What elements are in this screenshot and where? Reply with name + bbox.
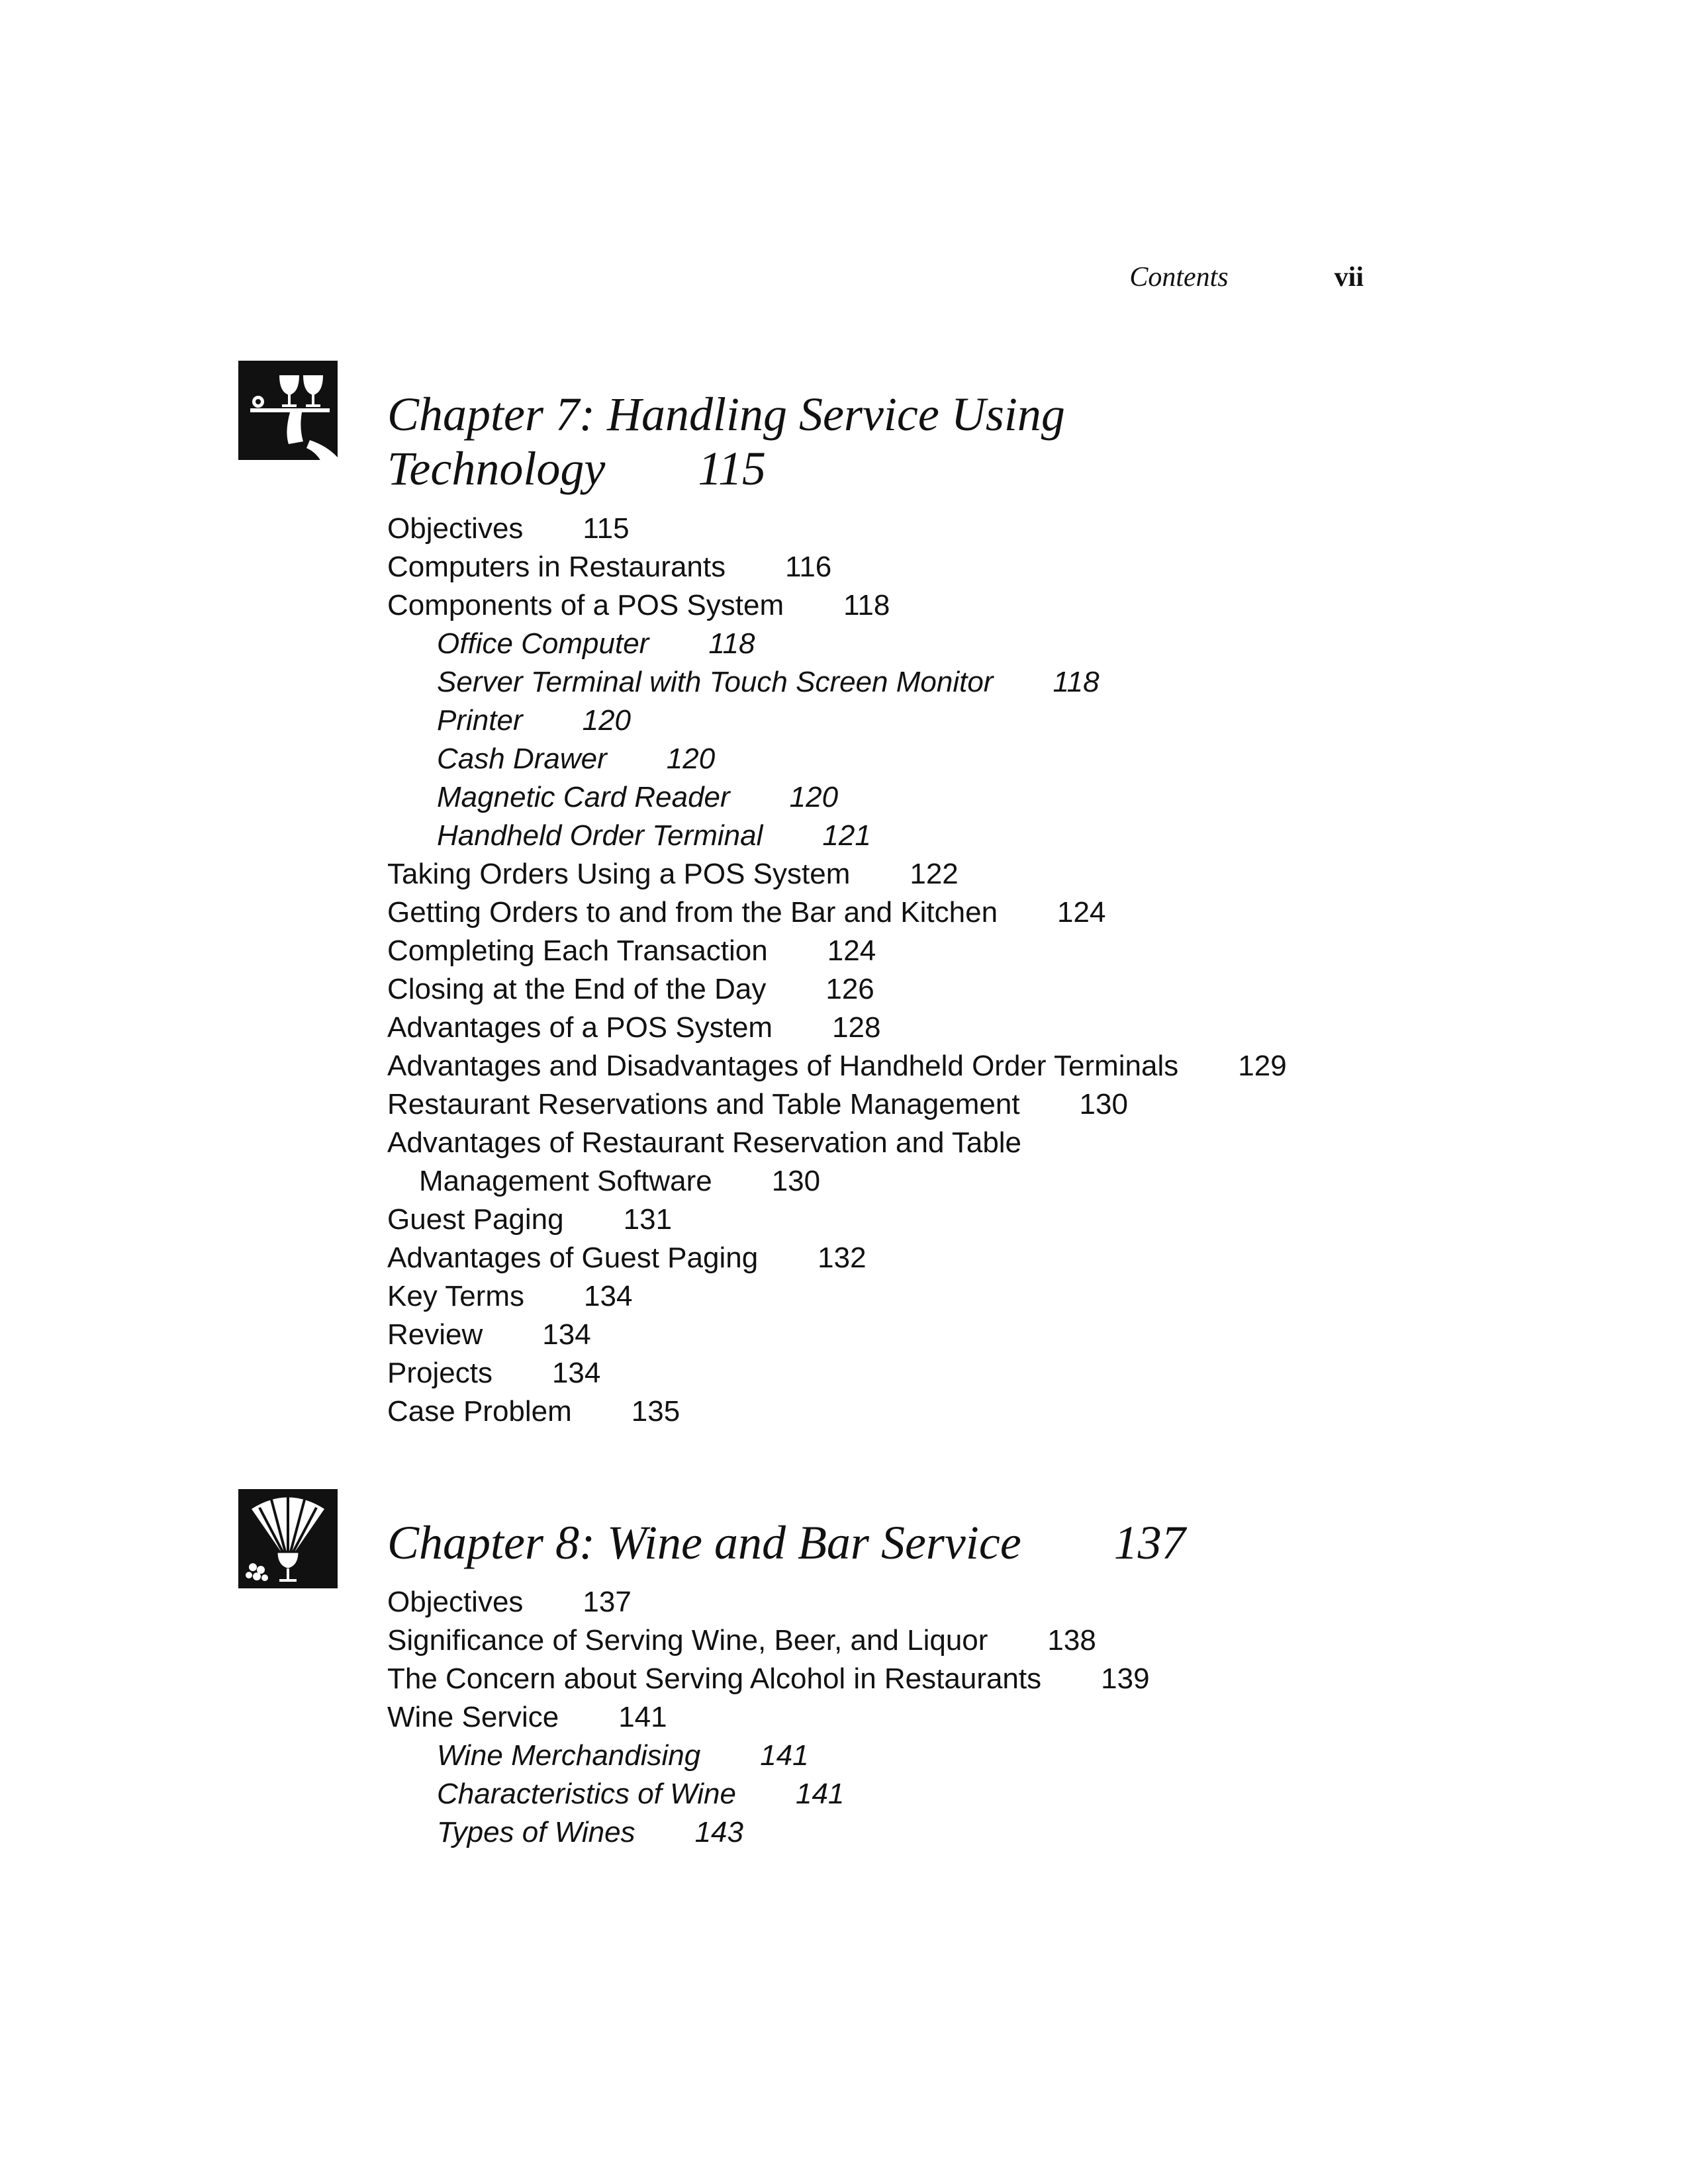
toc-entry[interactable]: [387, 893, 1287, 932]
running-head-label: Contents: [1129, 262, 1229, 293]
chapter-title: [387, 387, 1380, 496]
toc-entry[interactable]: [387, 1124, 1287, 1162]
toc-subentry[interactable]: [387, 817, 1287, 855]
toc-entry-title: Handheld Order Terminal: [437, 819, 763, 852]
toc-entry[interactable]: [387, 586, 1287, 625]
toc-entry[interactable]: [387, 1239, 1287, 1277]
toc-entry-title: Server Terminal with Touch Screen Monitor: [437, 666, 994, 698]
toc-entry-page: 118: [843, 589, 890, 621]
toc-entry-page: 129: [1238, 1050, 1287, 1082]
toc-entry-page: 118: [1053, 666, 1100, 698]
toc-entry-page: 130: [1079, 1088, 1128, 1120]
chapter-title: [387, 1516, 1380, 1570]
toc-entry-page: 134: [551, 1357, 601, 1389]
chapter-title-line-2: [387, 441, 1380, 496]
toc-entry-title: Components of a POS System: [387, 589, 784, 621]
toc-entry-page: 121: [822, 819, 871, 852]
toc-entry[interactable]: [387, 1621, 1150, 1660]
toc-entry-page: 124: [1057, 896, 1106, 929]
toc-entry-page: 130: [771, 1165, 821, 1197]
toc-entry[interactable]: [387, 1660, 1150, 1698]
toc-entry-page: 137: [583, 1586, 632, 1618]
toc-entry-title: Characteristics of Wine: [437, 1778, 736, 1810]
chapter-title-line-1: [387, 1516, 1380, 1570]
toc-entry-title: Types of Wines: [437, 1816, 635, 1848]
toc-entry[interactable]: [387, 970, 1287, 1009]
toc-entry[interactable]: [387, 1698, 1150, 1737]
toc-entry-title: Office Computer: [437, 627, 649, 660]
toc-entry-page: 134: [584, 1280, 633, 1312]
toc-subentry[interactable]: [387, 625, 1287, 663]
shell-fan-wine-glass-icon: [238, 1489, 341, 1592]
page-number: vii: [1334, 262, 1364, 293]
toc-subentry[interactable]: [387, 702, 1287, 740]
toc-entry-title: Objectives: [387, 512, 524, 545]
toc-list: [387, 510, 1287, 1431]
toc-entry-title: Computers in Restaurants: [387, 551, 726, 583]
toc-subentry[interactable]: [387, 1737, 1150, 1775]
toc-entry-page: 115: [583, 512, 630, 545]
toc-entry-title: Advantages of Guest Paging: [387, 1242, 759, 1274]
toc-entry-page: 126: [825, 973, 874, 1005]
toc-entry-page: 118: [708, 627, 755, 660]
toc-entry[interactable]: [387, 1354, 1287, 1392]
toc-entry[interactable]: [387, 932, 1287, 970]
toc-entry-title: Magnetic Card Reader: [437, 781, 730, 813]
toc-entry[interactable]: [387, 1277, 1287, 1316]
toc-entry[interactable]: [387, 510, 1287, 548]
toc-entry-title: Objectives: [387, 1586, 524, 1618]
toc-entry[interactable]: [387, 1085, 1287, 1124]
toc-subentry[interactable]: [387, 663, 1287, 702]
toc-entry-title: Key Terms: [387, 1280, 525, 1312]
toc-entry-page: 139: [1101, 1662, 1150, 1695]
toc-entry-page: 141: [795, 1778, 845, 1810]
toc-entry[interactable]: [387, 1009, 1287, 1047]
chapter-page-number: 115: [698, 442, 766, 495]
toc-entry-title: Advantages of a POS System: [387, 1011, 773, 1044]
toc-entry-page: 131: [623, 1203, 673, 1236]
toc-subentry[interactable]: [387, 1775, 1150, 1813]
toc-entry-page: 120: [789, 781, 839, 813]
toc-entry-page: 120: [666, 743, 716, 775]
toc-entry-title: Closing at the End of the Day: [387, 973, 767, 1005]
toc-entry-page: 122: [910, 858, 959, 890]
toc-entry-title: Wine Merchandising: [437, 1739, 701, 1772]
toc-entry-title: Printer: [437, 704, 523, 737]
toc-entry[interactable]: [387, 548, 1287, 586]
toc-entry-title: Advantages of Restaurant Reservation and Table: [387, 1126, 1022, 1159]
toc-subentry[interactable]: [387, 740, 1287, 778]
toc-entry-title: Restaurant Reservations and Table Management: [387, 1088, 1020, 1120]
toc-entry-title: Taking Orders Using a POS System: [387, 858, 851, 890]
toc-entry[interactable]: [387, 1316, 1287, 1354]
toc-entry[interactable]: [387, 1201, 1287, 1239]
toc-entry-title: Completing Each Transaction: [387, 934, 768, 967]
toc-entry-page: 143: [694, 1816, 743, 1848]
toc-entry-continuation[interactable]: [387, 1162, 1287, 1201]
chapter-title-text: Chapter 8: Wine and Bar Service: [387, 1516, 1021, 1569]
toc-entry[interactable]: [387, 1583, 1150, 1621]
toc-entry-page: 120: [582, 704, 632, 737]
running-head: [1129, 261, 1364, 301]
toc-entry-title: Significance of Serving Wine, Beer, and Liquor: [387, 1624, 988, 1657]
chapter-title-text: Technology: [387, 442, 606, 495]
toc-entry-title: Cash Drawer: [437, 743, 607, 775]
toc-entry-page: 134: [542, 1318, 591, 1351]
toc-entry-title: Case Problem: [387, 1395, 572, 1428]
toc-entry[interactable]: [387, 1047, 1287, 1085]
toc-entry-title: Guest Paging: [387, 1203, 564, 1236]
toc-subentry[interactable]: [387, 778, 1287, 817]
toc-entry-page: 138: [1047, 1624, 1096, 1657]
toc-entry-title: Review: [387, 1318, 483, 1351]
toc-entry-page: 124: [827, 934, 876, 967]
toc-entry-page: 135: [631, 1395, 680, 1428]
toc-entry-title: The Concern about Serving Alcohol in Restaurants: [387, 1662, 1042, 1695]
toc-entry-title: Wine Service: [387, 1701, 559, 1733]
toc-entry[interactable]: [387, 855, 1287, 893]
toc-entry-title: Advantages and Disadvantages of Handheld Order Terminals: [387, 1050, 1179, 1082]
toc-list: [387, 1583, 1150, 1852]
toc-entry-page: 132: [818, 1242, 867, 1274]
toc-entry-title: Management Software: [419, 1165, 712, 1197]
toc-entry-page: 141: [618, 1701, 667, 1733]
toc-entry-page: 128: [832, 1011, 881, 1044]
toc-entry[interactable]: [387, 1392, 1287, 1431]
toc-entry-page: 116: [785, 551, 832, 583]
toc-entry-title: Getting Orders to and from the Bar and Kitchen: [387, 896, 998, 929]
waiter-tray-wine-glasses-icon: [238, 361, 341, 463]
toc-subentry[interactable]: [387, 1813, 1150, 1852]
toc-entry-page: 141: [760, 1739, 809, 1772]
toc-entry-title: Projects: [387, 1357, 492, 1389]
chapter-page-number: 137: [1113, 1516, 1186, 1569]
chapter-title-line-1: Chapter 7: Handling Service Using: [387, 388, 1065, 441]
